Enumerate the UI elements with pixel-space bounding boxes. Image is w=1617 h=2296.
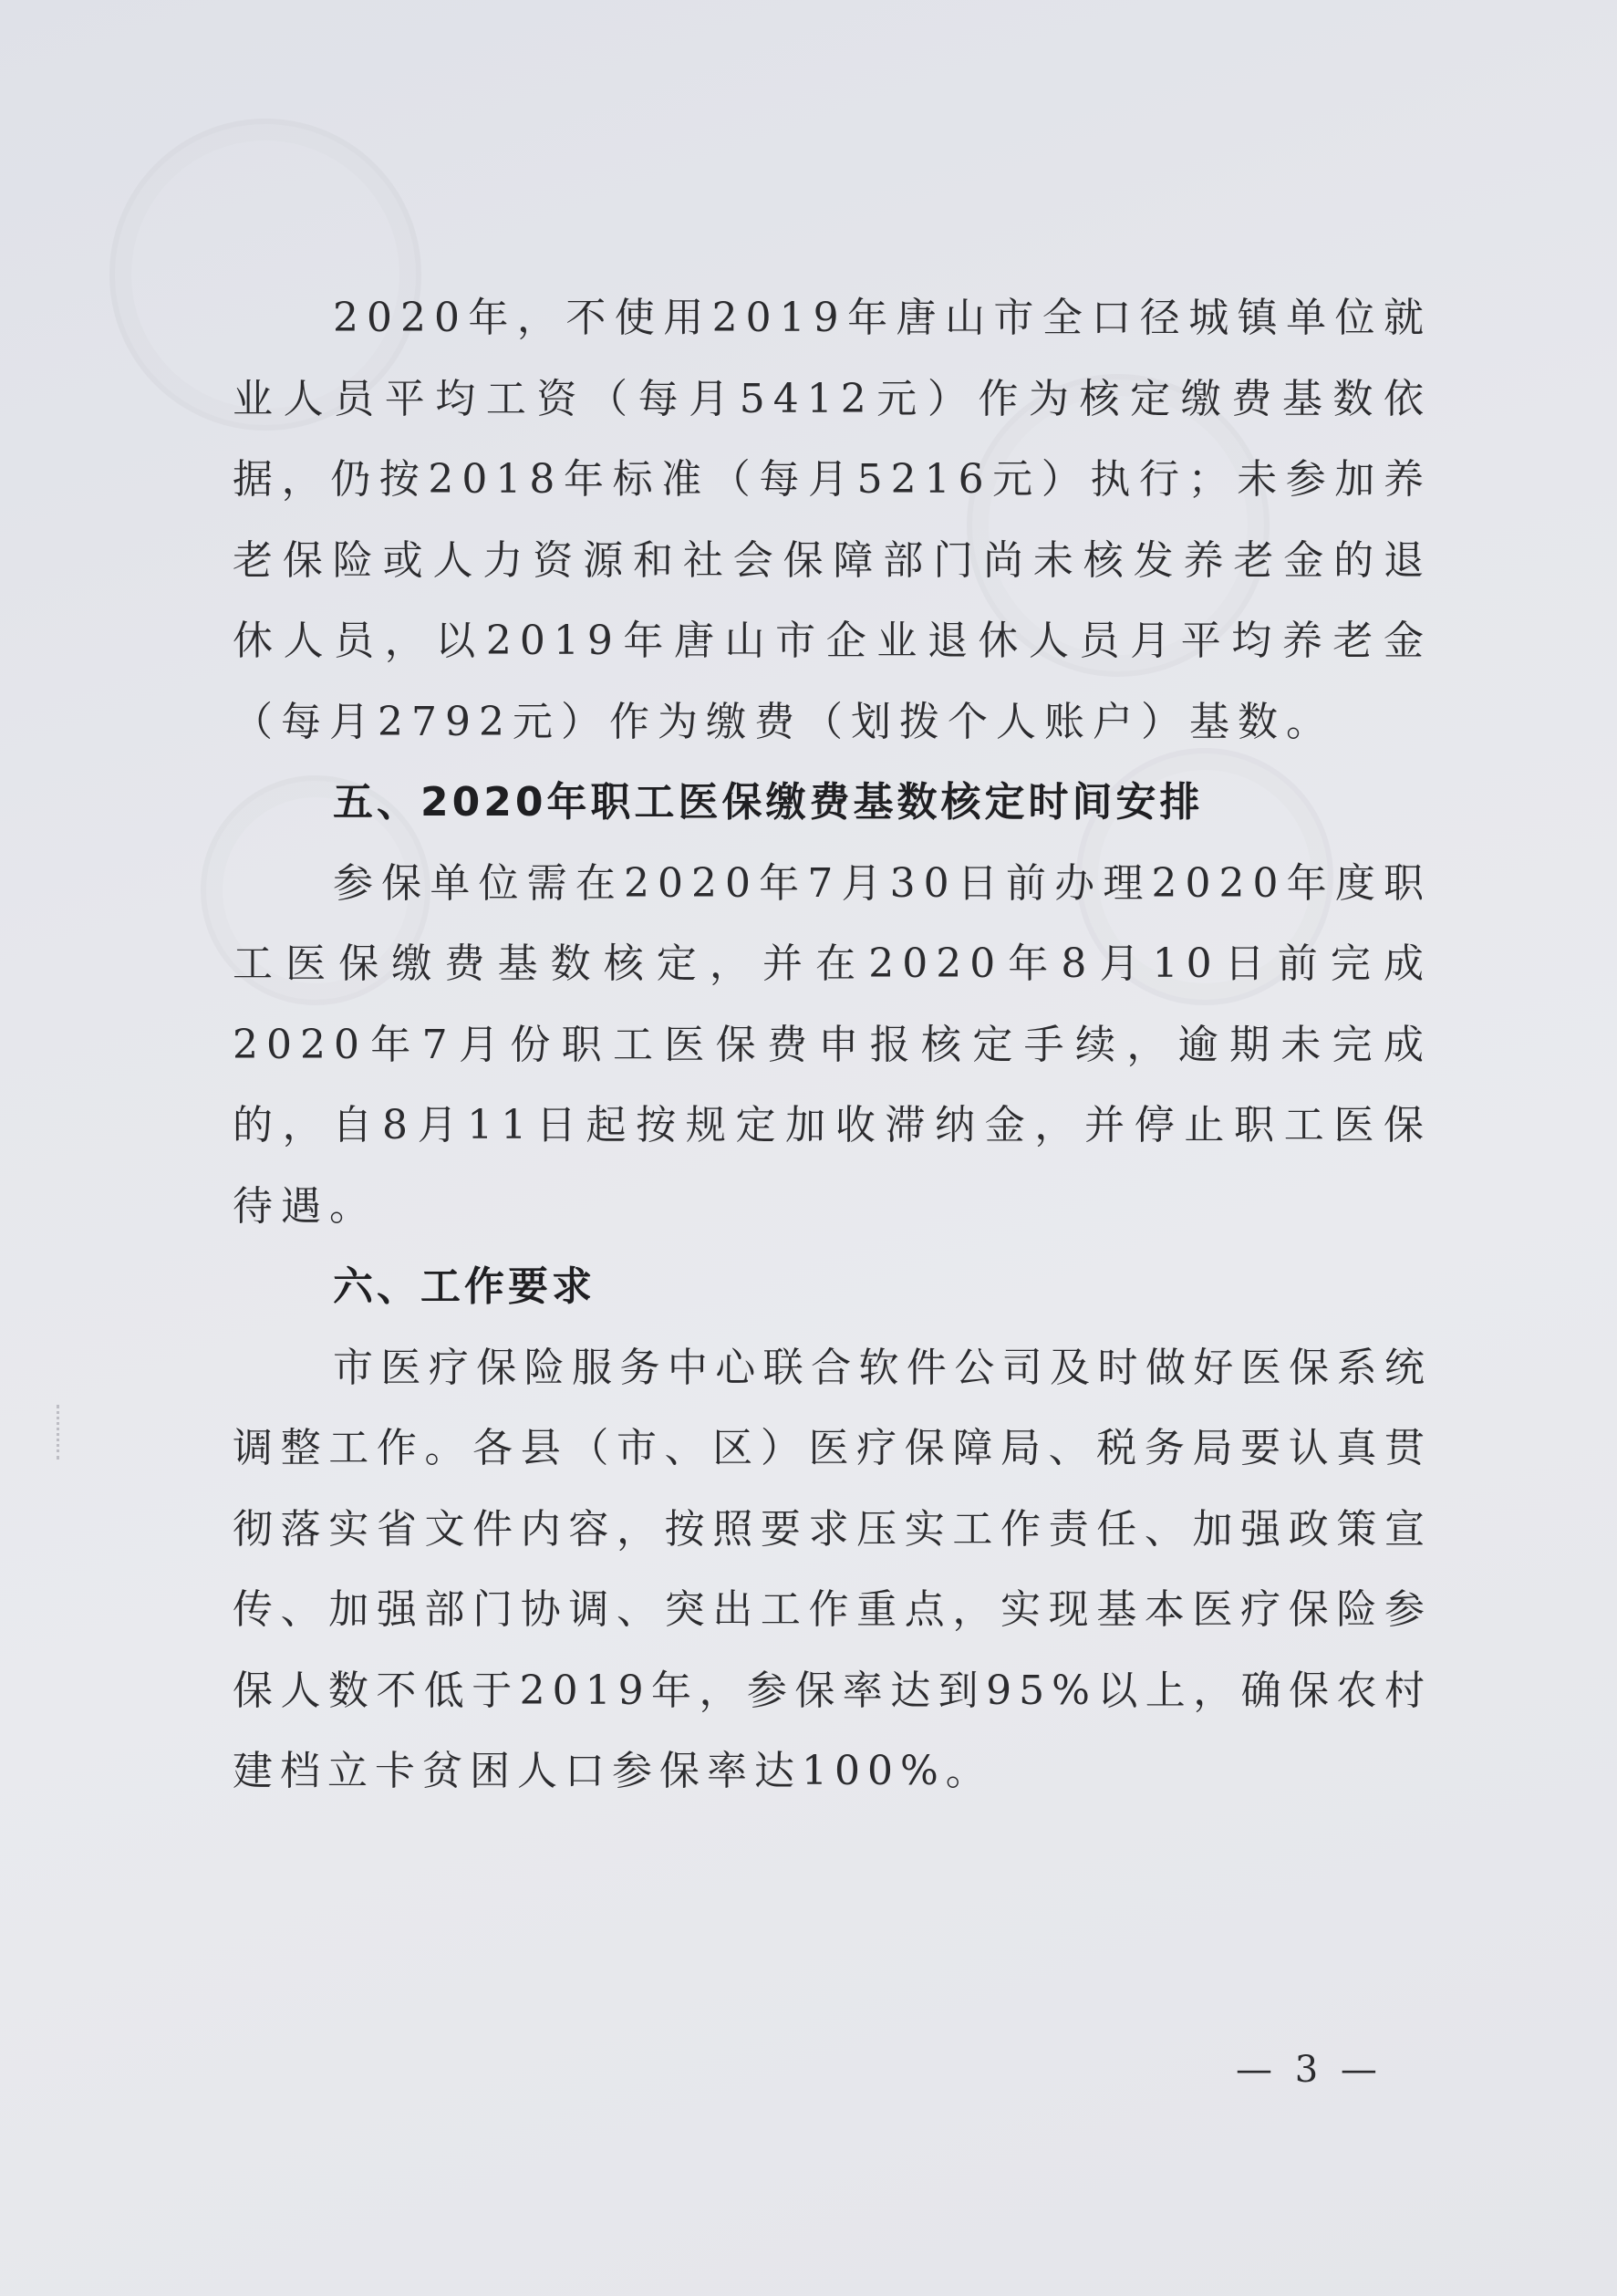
paragraph-timeline: 参保单位需在2020年7月30日前办理2020年度职工医保缴费基数核定，并在2020年8月10日前完成2020年7月份职工医保费申报核定手续，逾期未完成的，自8月11日起按规定加收滞纳金，并停止职工医保待遇。 — [233, 859, 1432, 1230]
section-heading-6: 六、工作要求 — [333, 1263, 596, 1310]
paragraph-contribution-base: 2020年，不使用2019年唐山市全口径城镇单位就业人员平均工资（每月5412元）作为核定缴费基数依据，仍按2018年标准（每月5216元）执行；未参加养老保险或人力资源和社会保障部门尚未核发养老金的退休人员，以2019年唐山市企业退休人员月平均养老金（每月2792元）作为缴费（划拨个人账户）基数。 — [233, 295, 1432, 745]
binding-hole-marks — [57, 1405, 65, 1460]
section-heading-5: 五、2020年职工医保缴费基数核定时间安排 — [333, 779, 1204, 826]
document-body — [233, 278, 1432, 1813]
paragraph-work-requirements: 市医疗保险服务中心联合软件公司及时做好医保系统调整工作。各县（市、区）医疗保障局、税务局要认真贯彻落实省文件内容，按照要求压实工作责任、加强政策宣传、加强部门协调、突出工作重点，实现基本医疗保险参保人数不低于2019年，参保率达到95%以上，确保农村建档立卡贫困人口参保率达100%。 — [233, 1344, 1432, 1794]
page-number: — 3 — — [1236, 2049, 1383, 2091]
